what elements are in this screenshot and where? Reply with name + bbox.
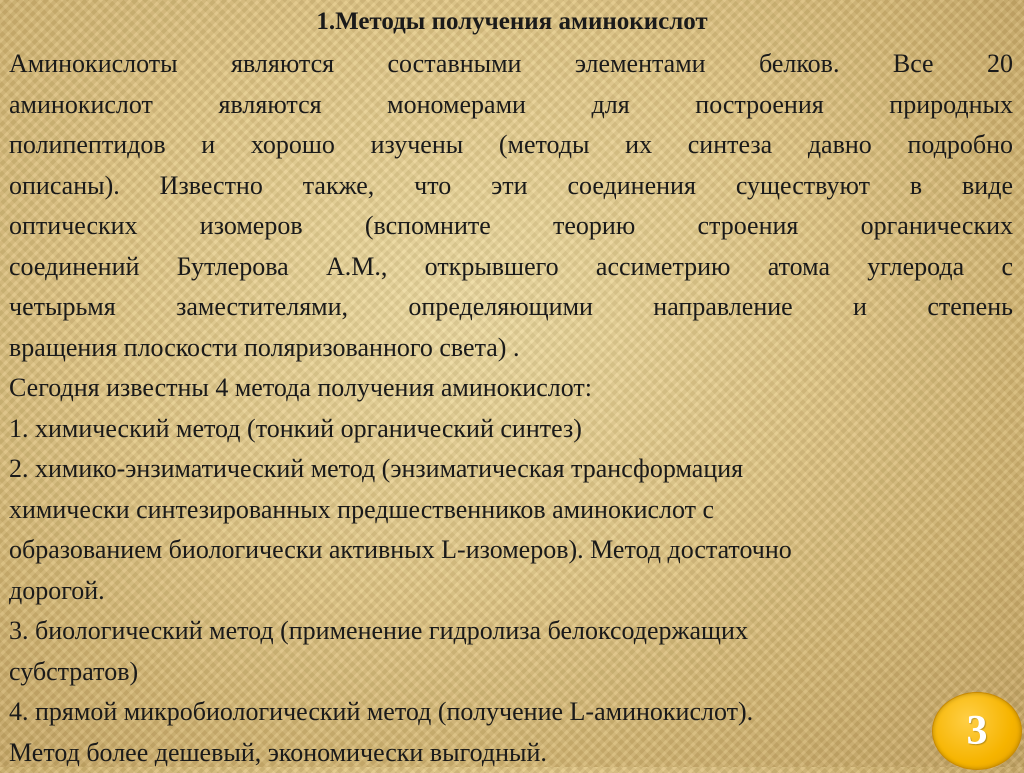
method-3-line-1: 3. биологический метод (применение гидролиза белоксодержащих: [9, 611, 1013, 652]
page-number: 3: [967, 710, 988, 752]
page-number-badge: [932, 692, 1022, 770]
method-3-line-2: субстратов): [9, 652, 1013, 693]
intro-line-8: вращения плоскости поляризованного света) .: [9, 328, 1013, 369]
method-2-line-4: дорогой.: [9, 571, 1013, 612]
intro-line-6: соединений Бутлерова А.М., открывшего ассиметрию атома углерода с: [9, 247, 1013, 288]
method-2-line-3: образованием биологически активных L-изомеров). Метод достаточно: [9, 530, 1013, 571]
method-2-line-2: химически синтезированных предшественников аминокислот с: [9, 490, 1013, 531]
intro-line-5: оптических изомеров (вспомните теорию строения органических: [9, 206, 1013, 247]
intro-line-3: полипептидов и хорошо изучены (методы их синтеза давно подробно: [9, 125, 1013, 166]
method-2-line-1: 2. химико-энзиматический метод (энзиматическая трансформация: [9, 449, 1013, 490]
intro-line-2: аминокислот являются мономерами для построения природных: [9, 85, 1013, 126]
methods-heading: Сегодня известны 4 метода получения аминокислот:: [9, 368, 1013, 409]
intro-line-4: описаны). Известно также, что эти соединения существуют в виде: [9, 166, 1013, 207]
method-4-line-2: Метод более дешевый, экономически выгодный.: [9, 733, 1013, 773]
slide-title: 1.Методы получения аминокислот: [0, 6, 1024, 38]
method-4-line-1: 4. прямой микробиологический метод (получение L-аминокислот).: [9, 692, 1013, 733]
slide-body: [9, 44, 1013, 773]
intro-line-7: четырьмя заместителями, определяющими направление и степень: [9, 287, 1013, 328]
intro-line-1: Аминокислоты являются составными элементами белков. Все 20: [9, 44, 1013, 85]
method-1: 1. химический метод (тонкий органический синтез): [9, 409, 1013, 450]
